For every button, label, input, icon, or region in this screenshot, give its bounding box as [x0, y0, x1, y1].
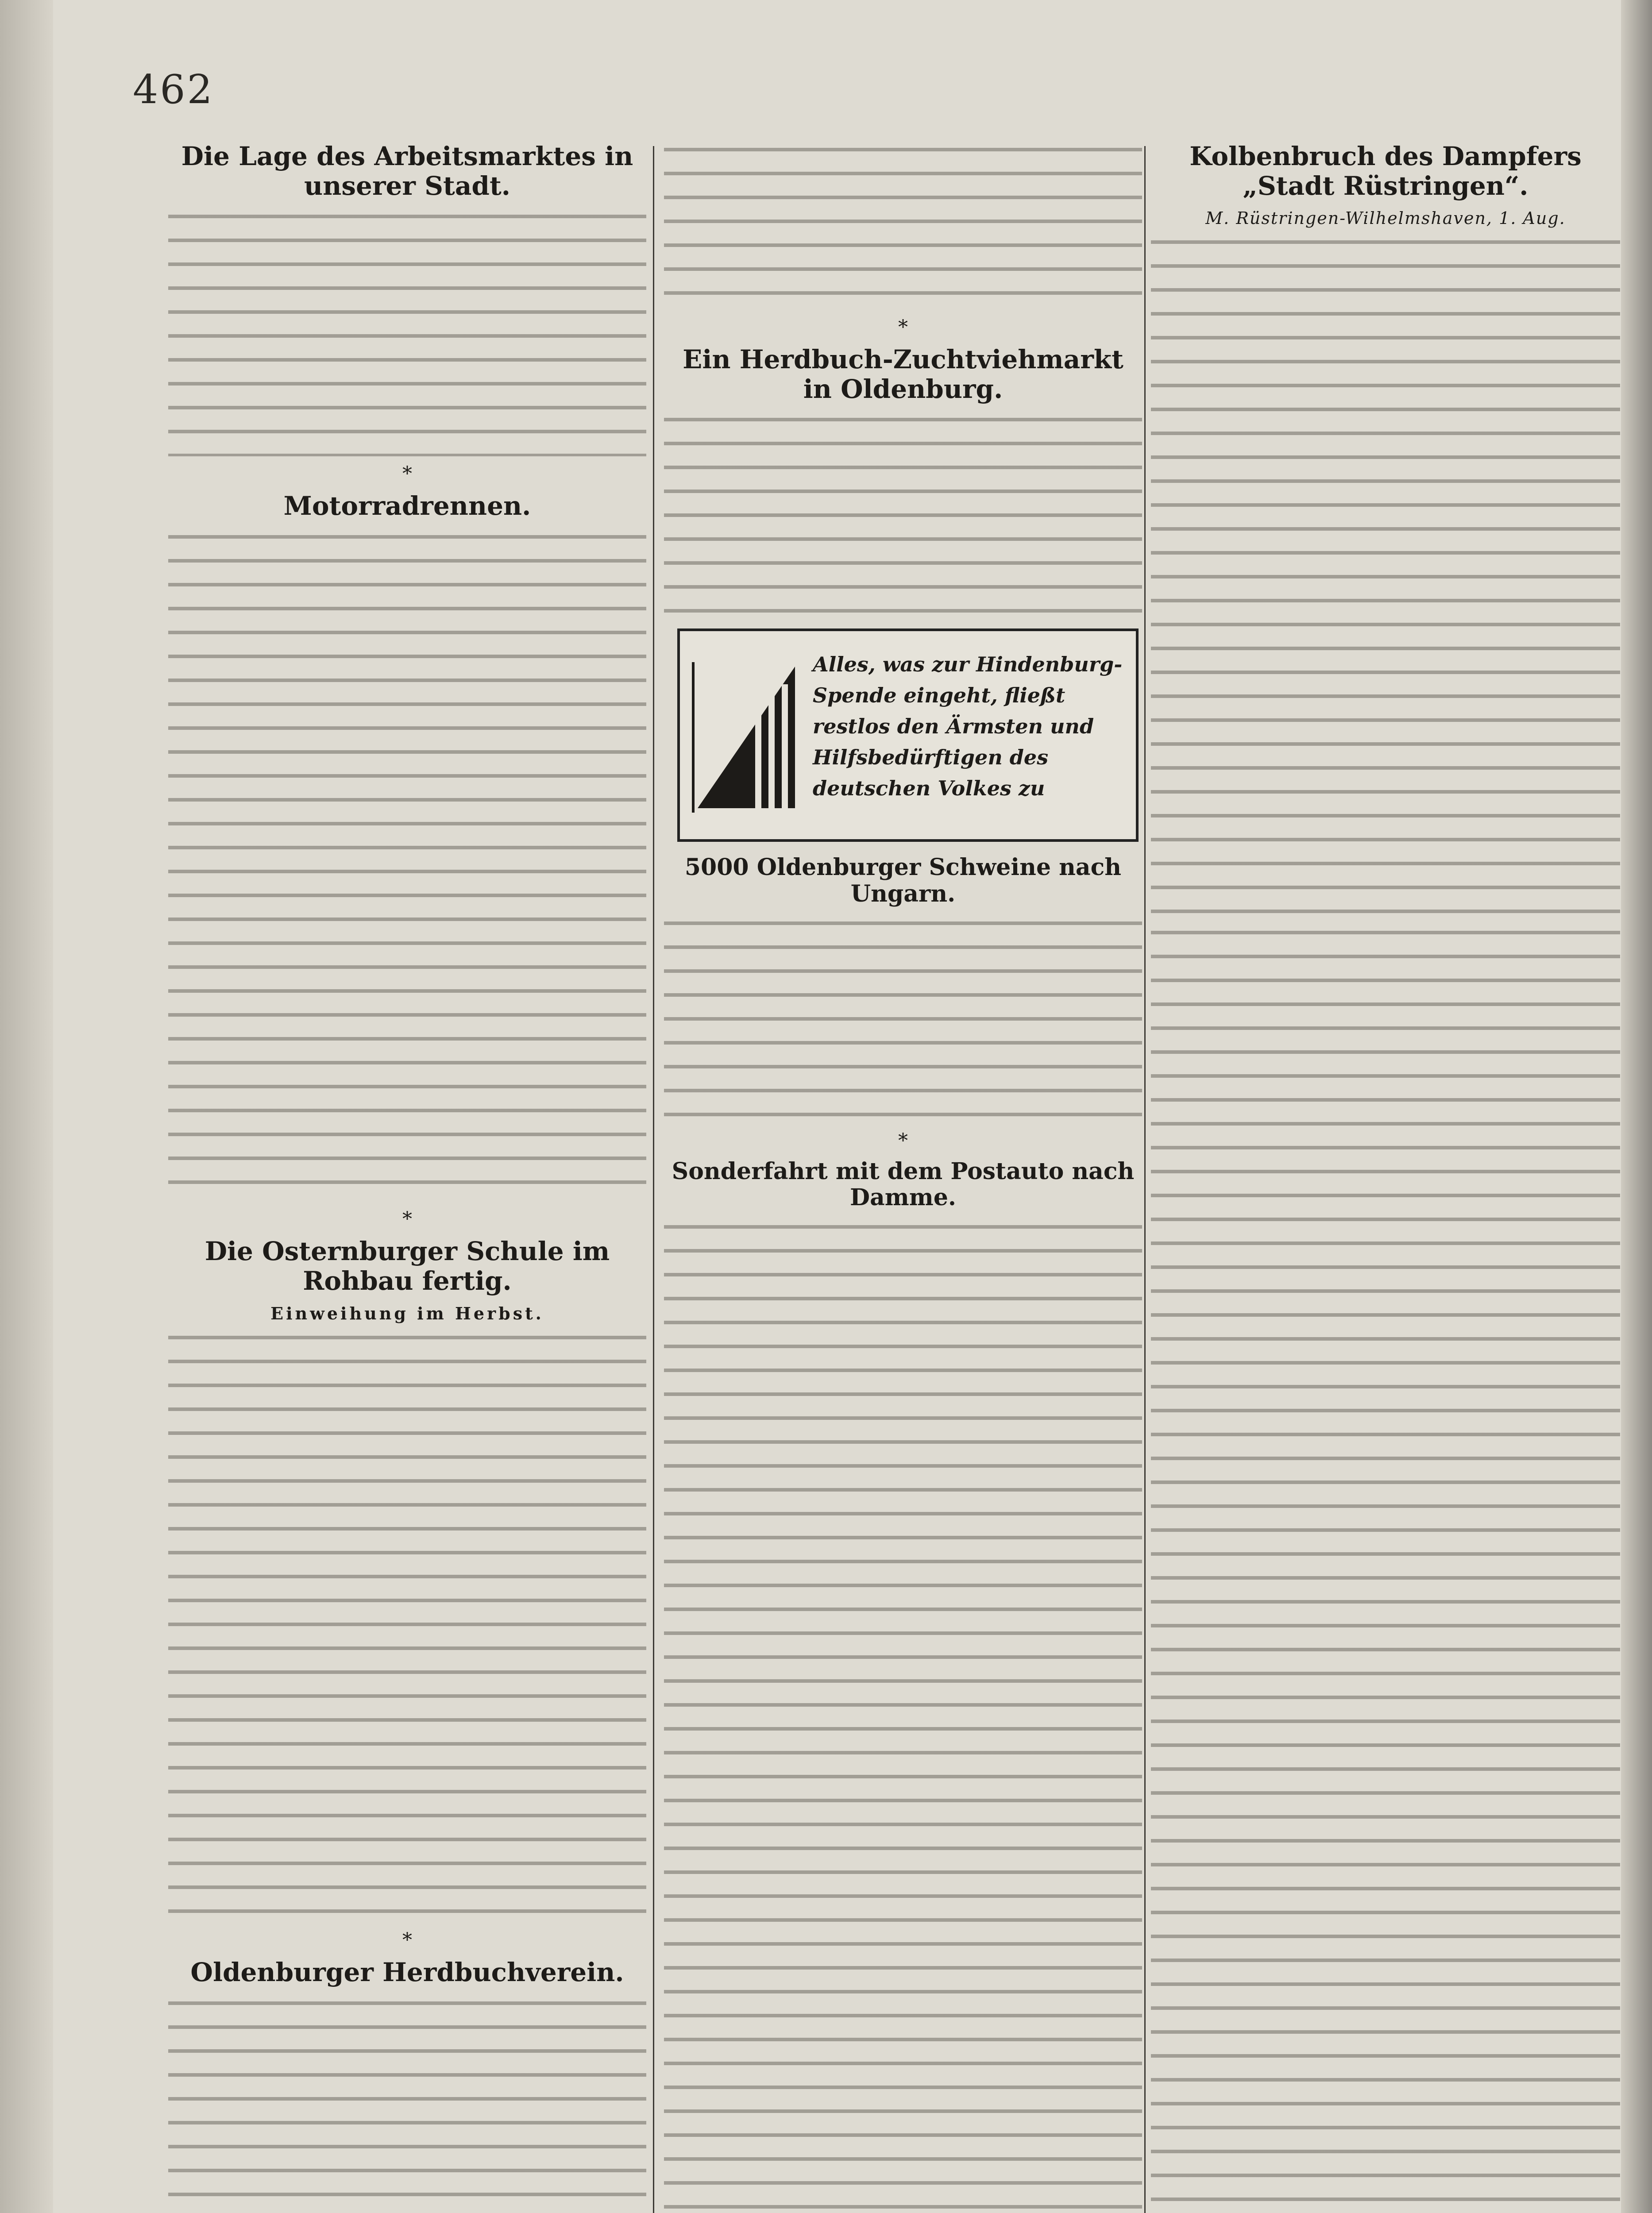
separator-star: * [898, 316, 908, 339]
separator-star: * [898, 1129, 908, 1152]
column-3 [1151, 142, 1620, 2213]
article-title: Oldenburger Herdbuchverein. [190, 1957, 624, 1988]
column-rule [653, 146, 654, 2213]
ad-text: Alles, was zur Hindenburg-Spende eingeht, fließt restlos den Ärmsten und Hilfsbedürftigen des deutschen Volkes zu [813, 652, 1123, 800]
article-body [664, 412, 1142, 620]
article-body [1151, 925, 1620, 2213]
column-rule [1144, 146, 1146, 2213]
article-title: Motorradrennen. [283, 491, 531, 521]
article-dateline: M. Rüstringen-Wilhelmshaven, 1. Aug. [1205, 208, 1566, 228]
ad-graphic-icon [689, 649, 804, 817]
page-binding-shadow [0, 0, 53, 2213]
article-title: Die Osternburger Schule im Rohbau fertig. [205, 1236, 610, 1296]
article-title: Ein Herdbuch-Zuchtviehmarkt in Oldenburg. [683, 344, 1123, 404]
separator-star: * [402, 463, 412, 486]
separator-star: * [402, 1208, 412, 1231]
article-body [168, 1330, 646, 1923]
article-body [1151, 234, 1620, 916]
article-subtitle: Einweihung im Herbst. [270, 1303, 544, 1324]
article-title: Sonderfahrt mit dem Postauto nach Damme. [672, 1157, 1135, 1211]
article-title: Kolbenbruch des Dampfers „Stadt Rüstringen“. [1189, 141, 1582, 201]
article-body [168, 529, 646, 1202]
column-2-lower [664, 854, 1142, 2213]
article-body [664, 1219, 1142, 2213]
page-edge-shadow [1621, 0, 1652, 2213]
separator-star: * [402, 1929, 412, 1952]
article-body [664, 142, 1142, 310]
article-title: Die Lage des Arbeitsmarktes in unserer Stadt. [181, 141, 633, 201]
column-2 [664, 142, 1142, 620]
hindenburg-spende-ad [677, 628, 1139, 842]
article-body [168, 208, 646, 456]
article-body [168, 1995, 646, 2213]
page-number: 462 [133, 66, 214, 113]
article-body [664, 915, 1142, 1123]
article-title: 5000 Oldenburger Schweine nach Ungarn. [684, 854, 1122, 907]
column-1 [168, 142, 646, 2213]
